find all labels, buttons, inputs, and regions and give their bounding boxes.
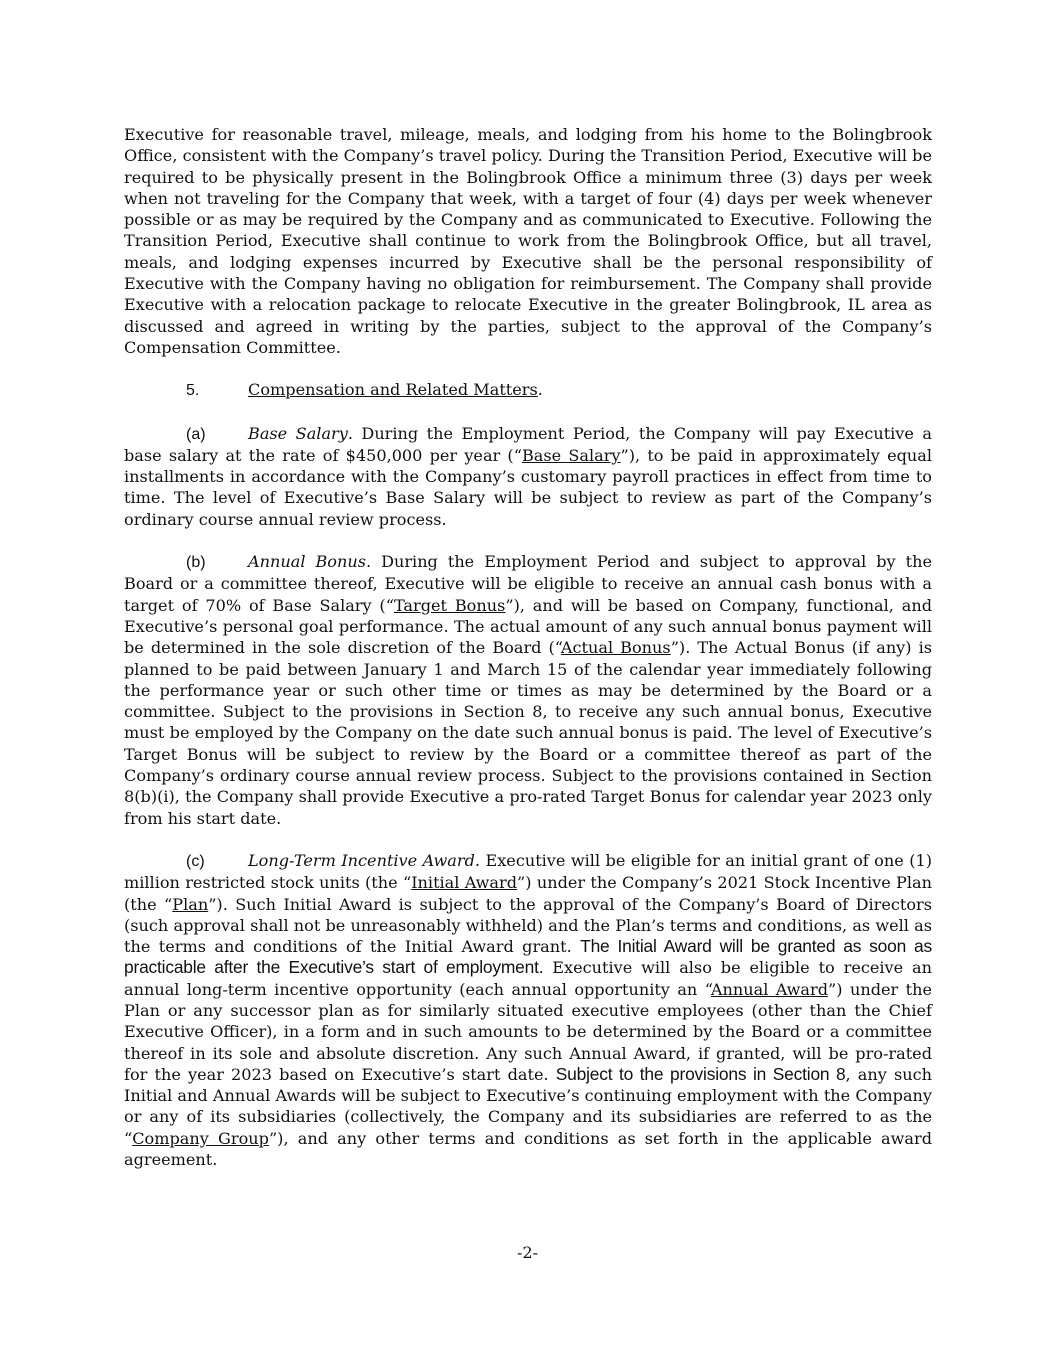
defined-term-base-salary: Base Salary (521, 445, 621, 465)
clause-c-long-term-incentive: (c) Long-Term Incentive Award. Executive will be eligible for an initial grant of one (1) million restricted stock units (the “Initial Award”) under the Company’s 2021 Stock Incentive Plan (the “Plan”). Such Initial Award is subject to the approval of the Company’s Board of Directors (such approval shall not be unreasonably withheld) and the Plan’s terms and conditions, as well as the terms and conditions of the Initial Award grant. The Initial Award will be granted as soon as practicable after the Executive’s start of employment. Executive will also be eligible to receive an annual long-term incentive opportunity (each annual opportunity an “Annual Award”) under the Plan or any successor plan as for similarly situated executive employees (other than the Chief Executive Officer), in a form and in such amounts to be determined by the Board or a committee thereof in its sole and absolute discretion. Any such Annual Award, if granted, will be pro-rated for the year 2023 based on Executive’s start date. Subject to the provisions in Section 8, any such Initial and Annual Awards will be subject to Executive’s continuing employment with the Company or any of its subsidiaries (collectively, the Company and its subsidiaries are referred to as the “Company Group”), and any other terms and conditions as set forth in the applicable award agreement. (124, 850, 933, 1170)
clause-a-heading: Base Salary (248, 423, 348, 443)
section-5-number: 5. (186, 382, 200, 400)
inserted-text-section-8: Subject to the provisions in Section 8 (555, 1063, 846, 1084)
defined-term-initial-award: Initial Award (411, 873, 518, 893)
section-5-heading: 5. Compensation and Related Matters. (124, 379, 932, 401)
section-5-title: Compensation and Related Matters (248, 380, 538, 400)
defined-term-plan: Plan (172, 894, 209, 914)
clause-c-heading: Long-Term Incentive Award. (248, 850, 481, 870)
page-number: -2- (517, 1243, 538, 1262)
clause-b-heading: Annual Bonus (248, 552, 366, 572)
document-page (124, 124, 932, 1170)
defined-term-company-group: Company Group (132, 1128, 269, 1148)
clause-a-base-salary: (a) Base Salary. During the Employment Period, the Company will pay Executive a base salary at the rate of $450,000 per year (“Base Salary”), to be paid in approximately equal installments in accordance with the Company’s customary payroll practices in effect from time to time. The level of Executive’s Base Salary will be subject to review as part of the Company’s ordinary course annual review process. (124, 423, 933, 529)
clause-a-label: (a) (186, 425, 206, 443)
intro-paragraph: Executive for reasonable travel, mileage, meals, and lodging from his home to the Bolingbrook Office, consistent with the Company’s travel policy. During the Transition Period, Executive will be required to be physically present in the Bolingbrook Office a minimum three (3) days per week when not traveling for the Company that week, with a target of four (4) days per week whenever possible or as may be required by the Company and as communicated to Executive. Following the Transition Period, Executive shall continue to work from the Bolingbrook Office, but all travel, meals, and lodging expenses incurred by Executive shall be the personal responsibility of Executive with the Company having no obligation for reimbursement. The Company shall provide Executive with a relocation package to relocate Executive in the greater Bolingbrook, IL area as discussed and agreed in writing by the parties, subject to the approval of the Company’s Compensation Committee. (124, 125, 932, 357)
clause-c-label: (c) (186, 852, 205, 870)
defined-term-target-bonus: Target Bonus (393, 595, 506, 615)
clause-b-label: (b) (186, 554, 206, 572)
defined-term-annual-award: Annual Award (710, 979, 829, 999)
clause-b-annual-bonus: (b) Annual Bonus. During the Employment Period and subject to approval by the Board or a committee thereof, Executive will be eligible to receive an annual cash bonus with a target of 70% of Base Salary (“Target Bonus”), and will be based on Company, functional, and Executive’s personal goal performance. The actual amount of any such annual bonus payment will be determined in the sole discretion of the Board (“Actual Bonus”). The Actual Bonus (if any) is planned to be paid between January 1 and March 15 of the calendar year immediately following the performance year or such other time or times as may be determined by the Board or a committee. Subject to the provisions in Section 8, to receive any such annual bonus, Executive must be employed by the Company on the date such annual bonus is paid. The level of Executive’s Target Bonus will be subject to review by the Board or a committee thereof as part of the Company’s ordinary course annual review process. Subject to the provisions contained in Section 8(b)(i), the Company shall provide Executive a pro-rated Target Bonus for calendar year 2023 only from his start date. (124, 552, 933, 828)
inserted-text-initial-award-timing: The Initial Award will be granted as soon as practicable after the Executive’s start of employment. (124, 936, 933, 978)
defined-term-actual-bonus: Actual Bonus (560, 638, 671, 658)
